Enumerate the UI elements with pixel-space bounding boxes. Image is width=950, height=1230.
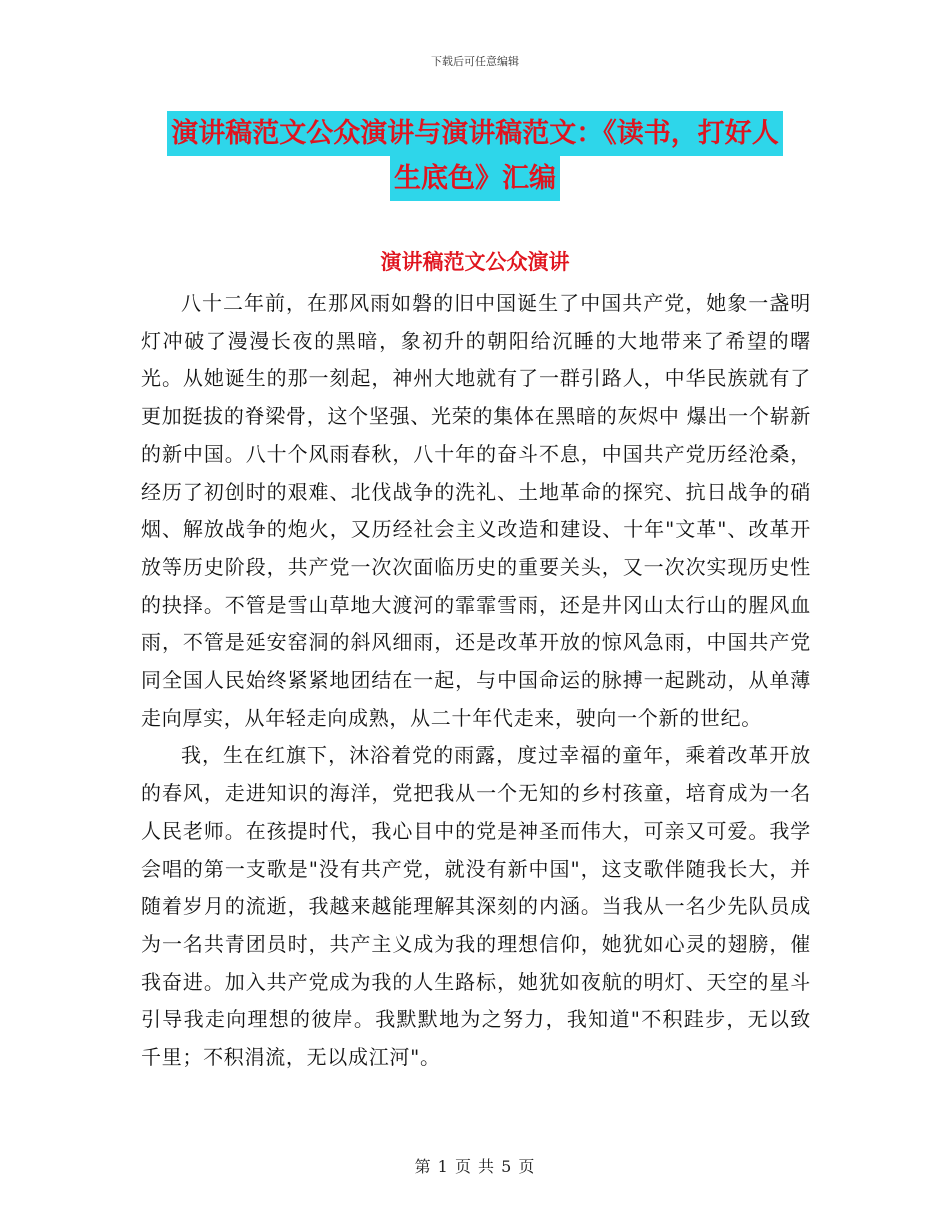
title-line-1: 演讲稿范文公众演讲与演讲稿范文：《读书，打好人 xyxy=(167,111,783,156)
paragraph-1: 八十二年前，在那风雨如磐的旧中国诞生了中国共产党，她象一盏明灯冲破了漫漫长夜的黑暗，象初升的朝阳给沉睡的大地带来了希望的曙光。从她诞生的那一刻起，神州大地就有了一群引路人，中华民族就有了更加挺拔的脊梁骨，这个坚强、光荣的集体在黑暗的灰烬中 爆出一个崭新的新中国。八十个风雨春秋，八十年的奋斗不息，中国共产党历经沧桑，经历了初创时的艰难、北伐战争的洗礼、土地革命的探究、抗日战争的硝烟、解放战争的炮火，又历经社会主义改造和建设、十年"文革"、改革开放等历史阶段，共产党一次次面临历史的重要关头，又一次次实现历史性的抉择。不管是雪山草地大渡河的霏霏雪雨，还是井冈山太行山的腥风血雨，不管是延安窑洞的斜风细雨，还是改革开放的惊风急雨，中国共产党同全国人民始终紧紧地团结在一起，与中国命运的脉搏一起跳动，从单薄走向厚实，从年轻走向成熟，从二十年代走来，驶向一个新的世纪。 xyxy=(141,291,811,730)
title-line-2: 生底色》汇编 xyxy=(390,156,560,201)
header-note: 下载后可任意编辑 xyxy=(431,55,519,68)
page-footer: 第 1 页 共 5 页 xyxy=(414,1157,536,1176)
body-text xyxy=(141,285,811,1077)
paragraph-2: 我，生在红旗下，沐浴着党的雨露，度过幸福的童年，乘着改革开放的春风，走进知识的海洋，党把我从一个无知的乡村孩童，培育成为一名人民老师。在孩提时代，我心目中的党是神圣而伟大，可亲又可爱。我学会唱的第一支歌是"没有共产党，就没有新中国"，这支歌伴随我长大，并随着岁月的流逝，我越来越能理解其深刻的内涵。当我从一名少先队员成为一名共青团员时，共产主义成为我的理想信仰，她犹如心灵的翅膀，催我奋进。加入共产党成为我的人生路标，她犹如夜航的明灯、天空的星斗引导我走向理想的彼岸。我默默地为之努力，我知道"不积跬步，无以致千里；不积涓流，无以成江河"。 xyxy=(141,743,811,1070)
document-title xyxy=(140,111,810,201)
section-heading: 演讲稿范文公众演讲 xyxy=(380,250,570,274)
